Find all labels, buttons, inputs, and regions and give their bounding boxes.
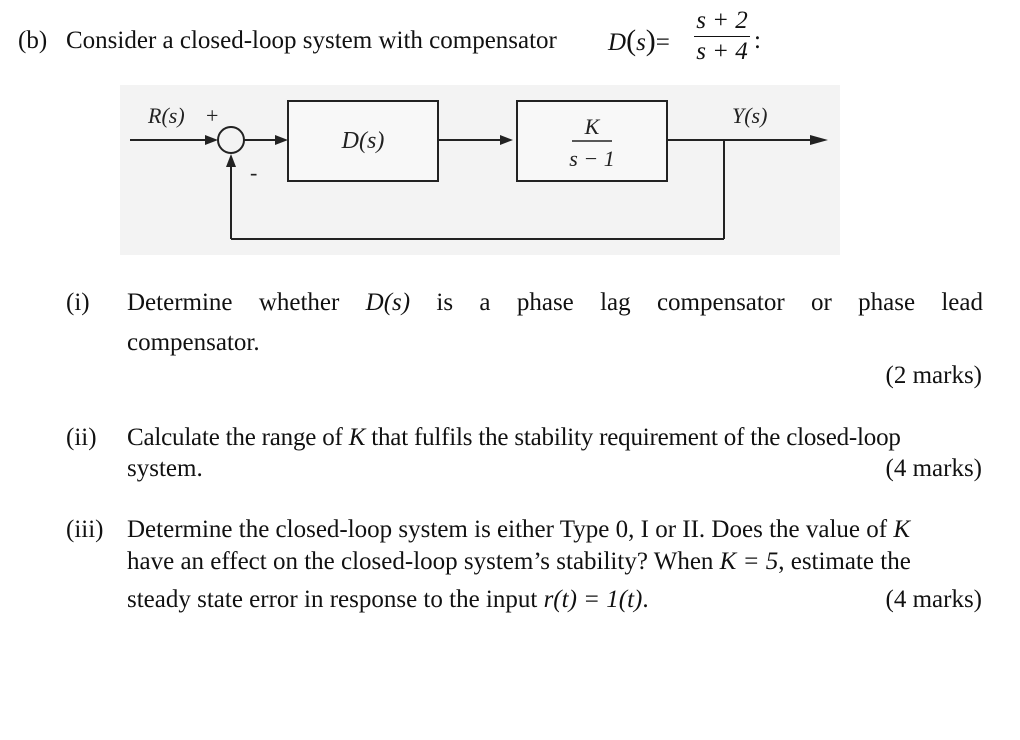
question-2-line1: [127, 423, 901, 453]
q2-text-a: Calculate the range of: [127, 424, 343, 451]
func-name: D: [608, 29, 627, 56]
sum-plus-sign: +: [206, 103, 219, 128]
q3-equation-input: r(t) = 1(t): [543, 586, 643, 613]
question-1-line1: [127, 288, 983, 318]
question-1-number: (i): [66, 289, 90, 316]
part-label: (b): [18, 27, 48, 54]
output-label: Y(s): [732, 103, 768, 128]
q3-variable: K: [893, 516, 911, 543]
question-3-line3: [127, 585, 649, 615]
q1-word: compensator: [656, 289, 785, 316]
q1-word: lead: [941, 289, 983, 316]
q1-word: lag: [600, 289, 631, 316]
q3-text-a: Determine the closed-loop system is either Type 0, I or II. Does the value of: [127, 516, 888, 543]
compensator-expression: D(s)=: [608, 24, 670, 57]
func-arg: s: [636, 29, 646, 56]
q3-text-c: , estimate the: [778, 548, 911, 575]
q1-word: is: [436, 289, 454, 316]
q3-text-d: steady state error in response to the input: [127, 586, 538, 613]
tf-denominator: s + 4: [696, 38, 748, 65]
tf-numerator: s + 2: [696, 7, 748, 34]
plant-denominator: s − 1: [569, 146, 615, 171]
intro-text: Consider a closed-loop system with compensator: [66, 27, 557, 54]
question-2-marks: (4 marks): [885, 455, 982, 482]
question-3-line2: [127, 547, 911, 577]
question-1-line2: compensator.: [127, 329, 260, 356]
q3-equation-k: K = 5: [719, 548, 779, 575]
q1-word: phase: [858, 289, 916, 316]
q1-word: or: [810, 289, 832, 316]
sum-minus-sign: -: [250, 160, 258, 185]
block-diagram: [120, 85, 840, 255]
question-1-marks: (2 marks): [885, 362, 982, 389]
fraction-bar: [694, 36, 750, 37]
q1-word: a: [479, 289, 491, 316]
question-2-line2: system.: [127, 455, 203, 482]
q3-period: .: [642, 586, 649, 613]
question-3-line1: [127, 515, 910, 545]
q2-variable: K: [348, 424, 366, 451]
compensator-label: D(s): [341, 128, 385, 154]
q3-text-b: have an effect on the closed-loop system’s stability? When: [127, 548, 714, 575]
transfer-function-fraction: [694, 8, 750, 65]
q2-text-b: that fulfils the stability requirement of the closed-loop: [371, 424, 901, 451]
input-label: R(s): [148, 103, 185, 128]
q1-word: Determine: [127, 289, 233, 316]
trailing-colon: :: [754, 27, 761, 54]
q1-word: whether: [258, 289, 340, 316]
q1-word: D(s): [365, 289, 411, 316]
question-3-number: (iii): [66, 516, 104, 543]
question-3-marks: (4 marks): [885, 586, 982, 613]
q1-word: phase: [516, 289, 574, 316]
plant-numerator: K: [584, 114, 600, 139]
question-2-number: (ii): [66, 424, 97, 451]
equals-sign: =: [655, 29, 670, 56]
